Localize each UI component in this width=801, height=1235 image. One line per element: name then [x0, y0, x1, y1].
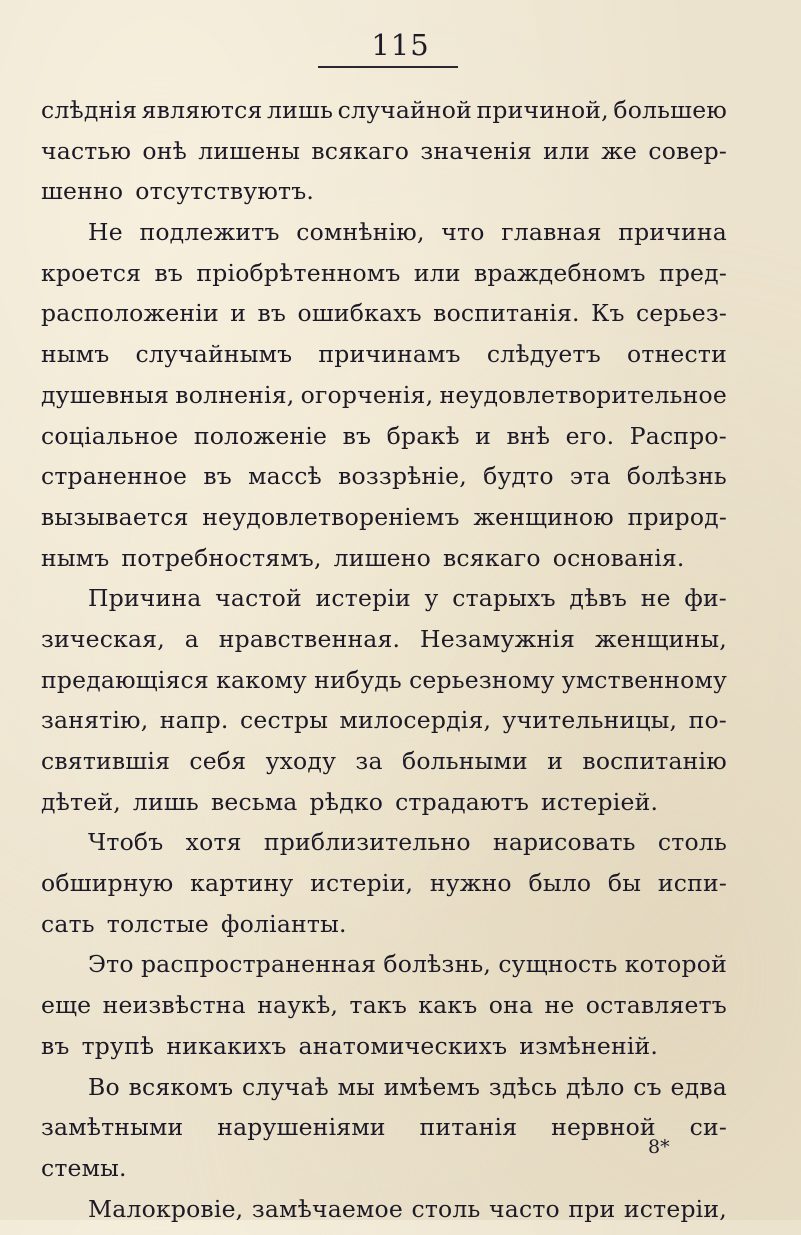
word: страдаютъ [395, 787, 529, 816]
word: пред- [658, 258, 727, 287]
word: значенія [420, 136, 532, 165]
word: которой [624, 950, 727, 979]
word: приблизительно [263, 828, 471, 857]
word: Причина [88, 584, 202, 613]
word: являются [141, 96, 263, 124]
body-text [41, 96, 727, 1235]
word: а [184, 624, 199, 653]
word: всякаго [442, 543, 541, 572]
word: пріобрѣтенномъ [196, 258, 401, 287]
word: отнести [627, 340, 727, 369]
word: эта [569, 462, 611, 491]
word: или [543, 136, 590, 165]
word: частой [215, 584, 302, 613]
word: какому [216, 665, 307, 694]
word: милосердія, [339, 706, 492, 735]
word: имѣемъ [383, 1072, 481, 1101]
word: уходу [265, 747, 337, 775]
word: нужно [429, 869, 512, 898]
word: женщиною [473, 502, 614, 531]
word: истеріи, [623, 1194, 727, 1223]
word: болѣзнь, [383, 950, 492, 979]
word: нибудь [314, 665, 402, 694]
word: мы [337, 1072, 375, 1101]
word: весьма [210, 787, 298, 816]
word: столь [657, 828, 727, 857]
word: причинамъ [318, 340, 461, 369]
word: сестры [239, 706, 329, 735]
word: замѣтными [41, 1113, 184, 1142]
word: слѣдуетъ [486, 340, 601, 369]
word: замѣчаемое [251, 1194, 403, 1223]
word: больными [401, 747, 528, 775]
word: святившія [41, 747, 171, 775]
word: воззрѣніе, [338, 462, 467, 491]
word: лишь [132, 787, 199, 816]
word: занятію, [41, 706, 149, 735]
word: Распро- [629, 421, 727, 450]
word: Малокровіе, [88, 1194, 244, 1223]
word: бы [607, 869, 642, 898]
text-line [41, 137, 727, 178]
text-line [41, 1113, 727, 1154]
text-line [41, 666, 727, 707]
word: шенно [41, 177, 124, 206]
word: она [488, 991, 534, 1020]
word: огорченія, [300, 380, 434, 409]
text-line [41, 340, 727, 381]
word: серьез- [636, 299, 727, 328]
word: нымъ [41, 340, 110, 369]
word: главная [501, 218, 602, 247]
word: въ [203, 462, 232, 491]
word: серьезному [409, 665, 555, 694]
word: напр. [159, 706, 229, 735]
word: не [544, 991, 575, 1020]
word: Къ [591, 299, 625, 328]
word: хотя [185, 828, 242, 857]
printer-signature-mark: 8* [648, 1136, 670, 1158]
word: расположеніи [41, 299, 219, 328]
word: лишь [267, 96, 334, 124]
word: картину [190, 869, 294, 898]
word: предающіяся [41, 665, 209, 694]
word: нервной [551, 1113, 656, 1142]
word: испи- [657, 869, 727, 898]
word: Это [88, 950, 134, 979]
word: трупѣ [81, 1031, 155, 1060]
text-line [41, 96, 727, 137]
word: основанія. [552, 543, 685, 572]
word: наукѣ, [257, 991, 339, 1020]
text-line [41, 218, 727, 259]
word: Не [88, 218, 123, 247]
word: внѣ [506, 421, 551, 450]
page-number: 115 [371, 28, 430, 62]
text-line [41, 177, 727, 218]
word: будто [483, 462, 554, 491]
word: едва [670, 1072, 727, 1101]
word: какъ [418, 991, 478, 1020]
text-line [41, 462, 727, 503]
word: или [413, 258, 461, 287]
word: нымъ [41, 543, 110, 572]
header-rule [318, 66, 458, 68]
word: Незамужнія [420, 624, 575, 653]
word: истеріи, [310, 869, 414, 898]
word: у [424, 584, 439, 613]
word: себя [189, 747, 247, 775]
word: всякаго [311, 136, 410, 165]
word: страненное [41, 462, 188, 491]
text-line [41, 950, 727, 991]
word: частью [41, 136, 132, 165]
word: по- [688, 706, 727, 735]
word: и [547, 747, 564, 775]
text-line [41, 625, 727, 666]
word: фоліанты. [221, 909, 347, 938]
word: при [568, 1194, 616, 1223]
word: дѣло [566, 1072, 625, 1101]
word: положеніе [193, 421, 328, 450]
word: случаѣ [241, 1072, 329, 1101]
word: столь [411, 1194, 481, 1223]
word: не [640, 584, 671, 613]
word: потребностямъ, [121, 543, 322, 572]
word: нарушеніями [217, 1113, 386, 1142]
word: здѣсь [488, 1072, 558, 1101]
text-line [41, 1032, 727, 1073]
word: кроется [41, 258, 142, 287]
word: природ- [627, 502, 727, 531]
word: воспитанія. [433, 299, 580, 328]
word: питанія [419, 1113, 518, 1142]
word: за [355, 747, 383, 775]
word: ошибкахъ [297, 299, 422, 328]
text-line [41, 503, 727, 544]
word: си- [689, 1113, 727, 1142]
text-line [41, 828, 727, 869]
word: онѣ [142, 136, 187, 165]
word: душевныя [41, 380, 170, 409]
word: большею [613, 96, 727, 124]
word: въ [257, 299, 287, 328]
text-line [41, 544, 727, 585]
word: сать [41, 909, 95, 938]
word: совер- [648, 136, 727, 165]
word: случайнымъ [135, 340, 293, 369]
word: случайной [337, 96, 472, 124]
word: неудовлетвореніемъ [202, 502, 460, 531]
word: сомнѣнію, [296, 218, 425, 247]
word: въ [342, 421, 372, 450]
word: старыхъ [452, 584, 556, 613]
word: женщины, [594, 624, 727, 653]
text-line [41, 1154, 727, 1195]
word: враждебномъ [473, 258, 646, 287]
text-line [41, 869, 727, 910]
word: истеріи [315, 584, 411, 613]
word: бракѣ [386, 421, 460, 450]
text-line [41, 706, 727, 747]
word: въ [154, 258, 184, 287]
word: волненія, [175, 380, 295, 409]
word: было [528, 869, 592, 898]
word: что [441, 218, 485, 247]
word: распространенная [140, 950, 377, 979]
text-line [41, 991, 727, 1032]
word: часто [489, 1194, 560, 1223]
word: еще [41, 991, 92, 1020]
text-line [41, 747, 727, 788]
word: болѣзнь [626, 462, 727, 491]
word: учительницы, [502, 706, 678, 735]
word: Чтобъ [88, 828, 164, 857]
word: дѣвъ [569, 584, 628, 613]
word: причиной, [476, 96, 609, 124]
word: толстые [106, 909, 210, 938]
word: же [601, 136, 638, 165]
word: съ [633, 1072, 662, 1101]
word: слѣднія [41, 96, 138, 124]
word: истеріей. [540, 787, 659, 816]
word: отсутствуютъ. [135, 177, 315, 206]
word: вызывается [41, 502, 189, 531]
text-line [41, 910, 727, 951]
word: лишено [333, 543, 431, 572]
word: обширную [41, 869, 174, 898]
word: умственному [561, 665, 727, 694]
word: и [230, 299, 247, 328]
word: фи- [684, 584, 727, 613]
word: неудовлетворительное [439, 380, 727, 409]
word: въ [41, 1031, 70, 1060]
word: стемы. [41, 1153, 127, 1182]
word: измѣненій. [519, 1031, 659, 1060]
word: анатомическихъ [298, 1031, 508, 1060]
text-line [41, 299, 727, 340]
word: оставляетъ [585, 991, 727, 1020]
text-line [41, 422, 727, 463]
word: никакихъ [166, 1031, 287, 1060]
word: сущность [498, 950, 618, 979]
text-line [41, 584, 727, 625]
word: неизвѣстна [102, 991, 246, 1020]
word: массѣ [248, 462, 322, 491]
word: Во [88, 1072, 120, 1101]
word: причина [618, 218, 727, 247]
text-line [41, 788, 727, 829]
text-line [41, 1195, 727, 1235]
word: лишены [198, 136, 301, 165]
text-line [41, 381, 727, 422]
word: нарисовать [492, 828, 636, 857]
word: его. [565, 421, 615, 450]
text-line [41, 1073, 727, 1114]
word: рѣдко [309, 787, 384, 816]
word: нравственная. [218, 624, 401, 653]
word: подлежитъ [139, 218, 280, 247]
text-line [41, 259, 727, 300]
word: дѣтей, [41, 787, 121, 816]
word: такъ [349, 991, 407, 1020]
word: соціальное [41, 421, 179, 450]
word: всякомъ [128, 1072, 234, 1101]
word: воспитанію [582, 747, 727, 775]
word: зическая, [41, 624, 165, 653]
word: и [475, 421, 492, 450]
